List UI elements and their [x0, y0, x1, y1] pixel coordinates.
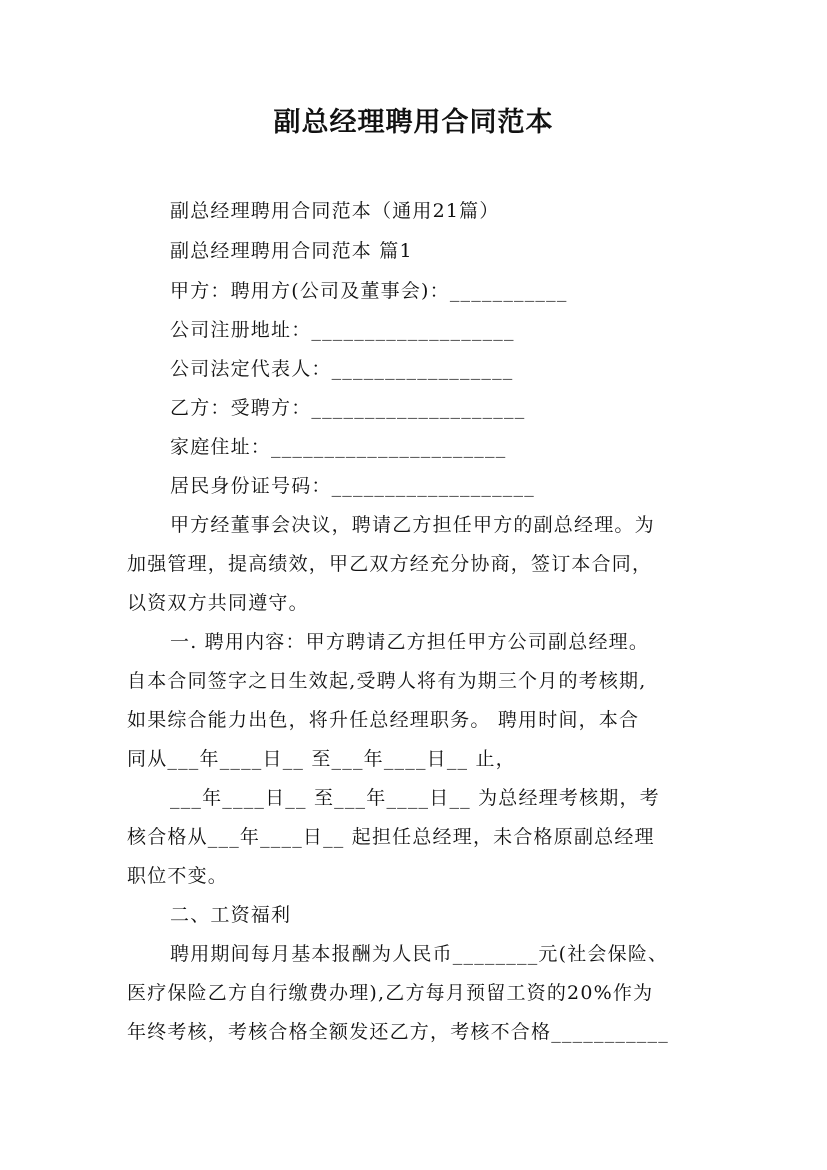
paragraph-line: 核合格从___年____日__ 起担任总经理，未合格原副总经理: [127, 826, 655, 848]
paragraph-line: 同从___年____日__ 至___年____日__ 止，: [127, 748, 516, 770]
paragraph-line: 自本合同签字之日生效起,受聘人将有为期三个月的考核期,: [127, 670, 647, 692]
legal-rep-line: 公司法定代表人：_________________: [170, 358, 514, 380]
home-address-line: 家庭住址：______________________: [170, 436, 507, 458]
paragraph-line: 以资双方共同遵守。: [127, 592, 309, 614]
document-title: 副总经理聘用合同范本: [273, 107, 554, 138]
section-heading: 二、工资福利: [170, 904, 292, 926]
paragraph-line: 聘用期间每月基本报酬为人民币________元(社会保险、: [170, 943, 669, 965]
paragraph-line: 年终考核，考核合格全额发还乙方，考核不合格___________: [127, 1021, 669, 1043]
paragraph-line: ___年____日__ 至___年____日__ 为总经理考核期，考: [170, 787, 660, 809]
party-a-line: 甲方：聘用方(公司及董事会)：___________: [170, 280, 568, 302]
paragraph-line: 一. 聘用内容：甲方聘请乙方担任甲方公司副总经理。: [170, 631, 650, 653]
paragraph-line: 医疗保险乙方自行缴费办理),乙方每月预留工资的20%作为: [127, 982, 654, 1004]
paragraph-line: 如果综合能力出色，将升任总经理职务。 聘用时间，本合: [127, 709, 640, 731]
paragraph-line: 职位不变。: [127, 865, 229, 887]
id-number-line: 居民身份证号码：___________________: [170, 475, 535, 497]
party-b-line: 乙方：受聘方：____________________: [170, 397, 526, 419]
paragraph-line: 加强管理，提高绩效，甲乙双方经充分协商，签订本合同，: [127, 553, 653, 575]
paragraph-line: 甲方经董事会决议，聘请乙方担任甲方的副总经理。为: [170, 514, 655, 536]
company-address-line: 公司注册地址：___________________: [170, 319, 515, 341]
subtitle-line: 副总经理聘用合同范本（通用21篇）: [170, 200, 500, 222]
section-heading: 副总经理聘用合同范本 篇1: [170, 240, 413, 262]
